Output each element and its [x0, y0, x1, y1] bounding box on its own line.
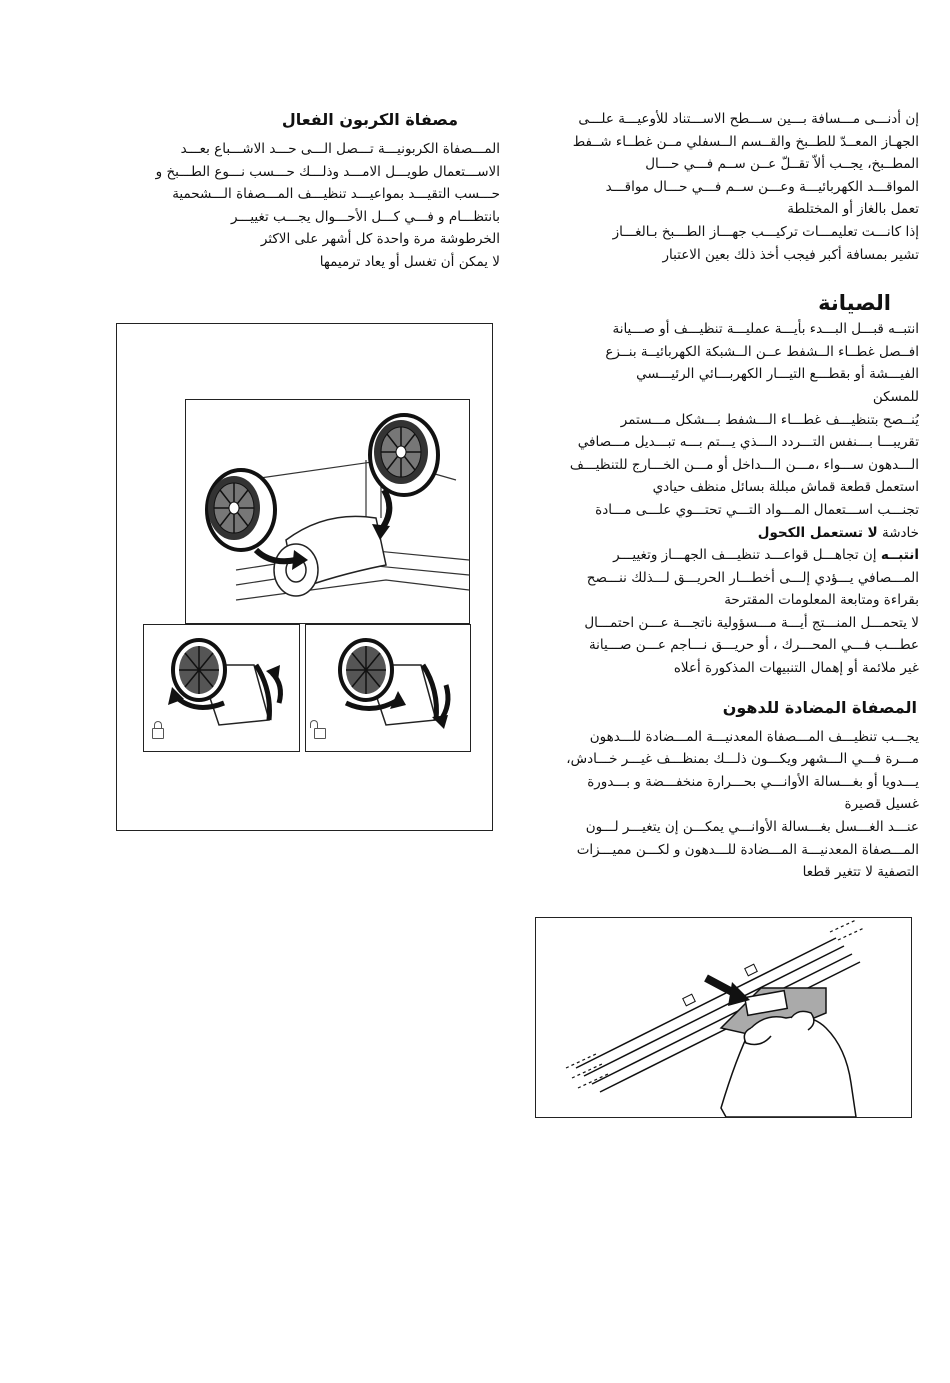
carbon-filter-line: بانتظـــام و فـــي كـــل الأحـــوال يجـــب تغييـــر — [231, 208, 500, 225]
carbon-filter-line: حـــسب التقيـــد بمواعيـــد تنظيـــف المـــصفاة الـــشحمية — [172, 186, 500, 203]
maintenance-line: تجنـــب اســـتعمال المـــواد التـــي تحتـــوي علـــى مـــادة — [595, 501, 919, 518]
carbon-filter-title: مصفاة الكربون الفعال — [281, 110, 458, 129]
filter-lock-panel — [143, 624, 300, 752]
intro-line: المطــبخ، يجــب ألاّ تقــلّ عــن ســم فـــي حـــال — [645, 156, 919, 173]
intro-line: تشير بمسافة أكبر فيجب أخذ ذلك بعين الاعتبار — [662, 246, 919, 263]
intro-line: إن أدنـــى مـــسافة بـــين ســـطح الاســـتناد للأوعيـــة علـــى — [578, 111, 919, 127]
warning-line: غير ملائمة أو إهمال التنبيهات المذكورة أعلاه — [673, 660, 919, 677]
grease-filter-paragraph — [535, 726, 919, 884]
intro-line: تعمل بالغاز أو المختلطة — [787, 201, 919, 218]
no-alcohol-line — [535, 522, 919, 545]
closed-lock-icon — [152, 728, 164, 739]
intro-paragraph — [535, 108, 919, 266]
maintenance-line: الفيـــشة أو بقطـــع التيـــار الكهربـــائي الرئيـــسي — [636, 366, 919, 383]
maintenance-line: يُنــصح بتنظيـــف غطـــاء الـــشفط بـــشكل مـــستمر — [620, 411, 919, 428]
warning-line: المـــصافي يـــؤدي إلـــى أخطـــار الحريـــق لـــذلك ننـــصح — [586, 569, 919, 586]
grease-filter-line: عنـــد الغـــسل بغـــسالة الأوانـــي يمكـــن إن يتغيـــر لـــون — [585, 819, 919, 836]
intro-line: المواقـــد الكهربائيـــة وعـــن ســم فـــي حـــال مواقـــد — [605, 178, 919, 195]
warning-first-line — [535, 544, 919, 567]
maintenance-line: تقريبـــا بـــنفس التـــردد الـــذي يـــتم بـــه تبـــديل مـــصافي — [577, 434, 919, 451]
maintenance-paragraph — [535, 318, 919, 521]
maintenance-line: انتبــه قبـــل البـــدء بأيـــة عمليـــة تنظيـــف أو صـــيانة — [612, 321, 919, 338]
carbon-filter-paragraph — [116, 138, 500, 274]
carbon-filter-figure — [116, 323, 493, 831]
warning-line: لا يتحمـــل المنـــتج أيـــة مـــسؤولية ناتجـــة عـــن احتمـــال — [584, 614, 919, 631]
intro-line: الجهـاز المعــدّ للطــبخ والقــسم الــسفلي مــن غطــاء شــفط — [572, 133, 919, 150]
grease-filter-figure — [535, 917, 912, 1118]
carbon-filter-main-illustration — [185, 399, 470, 624]
right-column — [535, 108, 919, 884]
grease-filter-line: التصفية لا تتغير قطعا — [802, 864, 919, 881]
filter-unlock-panel — [305, 624, 471, 752]
warning-first-rest: إن تجاهـــل قواعـــد تنظيـــف الجهـــاز وتغييـــر — [613, 547, 881, 564]
maintenance-line: الـــدهون ســـواء ،مـــن الـــداخل أو مـــن الخـــارج للتنظيـــف — [569, 456, 919, 473]
closed-lock-shackle — [154, 721, 162, 729]
no-alcohol-prefix: خادشة — [877, 524, 919, 541]
no-alcohol-warning: لا تستعمل الكحول — [757, 524, 878, 541]
carbon-filter-line: المـــصفاة الكربونيـــة تـــصل الـــى حـــد الاشـــباع بعـــد — [180, 141, 500, 157]
warning-line: عطـــب فـــي المحـــرك ، أو حريـــق نـــاجم عـــن صـــيانة — [588, 637, 919, 654]
grease-filter-line: يـــدويا أو بغـــسالة الأوانـــي بحـــرارة منخفـــضة و بـــدورة — [587, 773, 919, 790]
open-lock-icon — [314, 728, 326, 739]
warning-paragraph — [535, 567, 919, 680]
maintenance-line: افــصل غطــاء الــشفط عــن الــشبكة الكهربائيــة بنــزع — [605, 343, 919, 360]
left-column — [116, 108, 500, 274]
warning-label: انتبــه — [880, 547, 919, 564]
carbon-filter-line: الاســـتعمال طويـــل الامـــد وذلـــك حـــسب نـــوع الطـــبخ و — [155, 163, 500, 180]
open-lock-shackle — [310, 720, 318, 728]
grease-filter-line: المـــصفاة المعدنيـــة المـــضادة للـــدهون و لكـــن مميـــزات — [576, 841, 919, 858]
warning-line: بقراءة ومتابعة المعلومات المقترحة — [724, 592, 919, 609]
grease-filter-line: مـــرة فـــي الـــشهر ويكـــون ذلـــك بمنظـــف غيـــر خـــادش، — [566, 751, 919, 768]
intro-line: إذا كانـــت تعليمـــات تركيـــب جهـــاز الطـــبخ بـالغـــاز — [612, 223, 919, 240]
maintenance-title: الصيانة — [818, 291, 891, 316]
maintenance-line: استعمل قطعة قماش مبللة بسائل منظف حيادي — [652, 479, 919, 496]
grease-filter-title: المصفاة المضادة للدهون — [722, 697, 917, 717]
carbon-filter-line: لا يمكن أن تغسل أو يعاد ترميمها — [319, 253, 500, 270]
maintenance-line: للمسكن — [872, 388, 919, 405]
grease-filter-line: يجـــب تنظيـــف المـــصفاة المعدنيـــة المـــضادة للـــدهون — [589, 728, 919, 745]
grease-filter-line: غسيل قصيرة — [844, 796, 919, 813]
carbon-filter-line: الخرطوشة مرة واحدة كل أشهر على الاكثر — [260, 231, 500, 248]
